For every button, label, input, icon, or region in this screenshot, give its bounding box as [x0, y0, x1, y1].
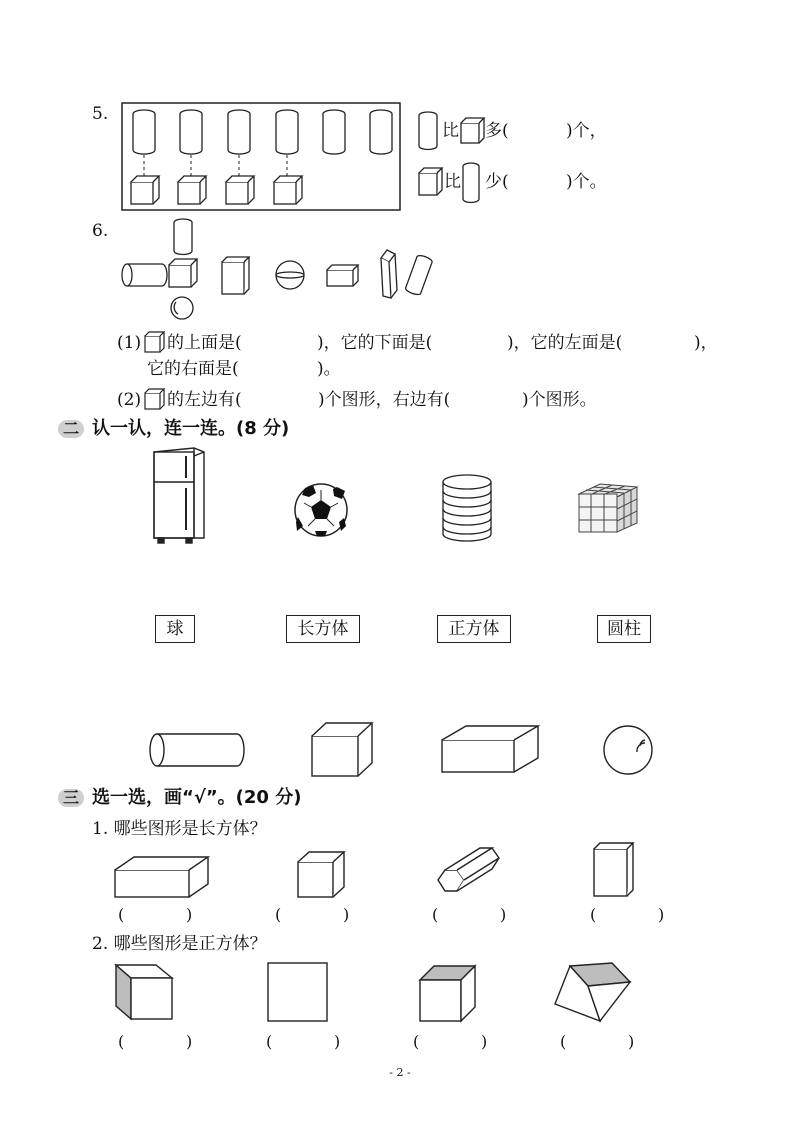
q5-line2-text3: )个。 [566, 172, 607, 192]
answer-paren-close: ) [186, 905, 193, 924]
answer-paren-open: ( [560, 1032, 567, 1051]
page-number: - 2 - [389, 1066, 411, 1079]
answer-paren-open: ( [118, 905, 125, 924]
q5-line1-text2: 多( [485, 121, 509, 141]
answer-paren-close: ) [334, 1032, 341, 1051]
answer-slot-q1-4[interactable] [597, 904, 655, 924]
label-sphere[interactable]: 球 [155, 615, 195, 643]
answer-paren-open: ( [432, 905, 439, 924]
rubiks-cube-icon [579, 484, 637, 532]
label-cuboid[interactable]: 长方体 [286, 615, 360, 643]
section3-q1: 1. 哪些图形是长方体？ [92, 819, 267, 839]
soccer-ball-icon [295, 484, 347, 536]
q5-line1-text3: )个， [566, 121, 607, 141]
answer-paren-close: ) [481, 1032, 488, 1051]
q5-line2-text2: 少( [485, 172, 509, 192]
answer-slot-q1-2[interactable] [282, 904, 340, 924]
tall-cuboid-shape [594, 843, 633, 896]
q6-sub1-a: 的上面是( [167, 333, 242, 353]
answer-paren-open: ( [275, 905, 282, 924]
cuboid-shape [115, 857, 208, 897]
q5-line1-text1: 比 [442, 121, 459, 141]
cube-shape [298, 852, 344, 897]
hexagonal-prism-shape [438, 848, 499, 891]
section2-title: 认一认，连一连。(8 分) [92, 418, 290, 439]
section3-badge: 三 [58, 789, 84, 807]
q5-number: 5. [92, 104, 109, 124]
cube-shape [312, 723, 372, 776]
q6-sub1-d: )， [694, 333, 718, 353]
answer-paren-open: ( [413, 1032, 420, 1051]
answer-paren-close: ) [658, 905, 665, 924]
answer-slot-q2-2[interactable] [273, 1031, 331, 1051]
refrigerator-icon [154, 448, 204, 543]
q6-sub2-b: )个图形，右边有( [318, 390, 451, 410]
section2-badge: 二 [58, 420, 84, 438]
q6-sub1-prefix: (1) [117, 333, 142, 353]
answer-slot-q1-3[interactable] [439, 904, 497, 924]
cylinder-shape [150, 734, 244, 766]
cuboid-shape [442, 726, 538, 772]
section3-title: 选一选，画“√”。(20 分) [92, 787, 302, 808]
cube-icon [145, 389, 164, 409]
cylinder-icon [133, 110, 392, 154]
answer-slot-q2-3[interactable] [420, 1031, 478, 1051]
cube-shape [116, 965, 172, 1019]
answer-paren-close: ) [500, 905, 507, 924]
q6-sub1-b: )，它的下面是( [317, 333, 433, 353]
rhombohedron-shape [555, 963, 630, 1021]
square-shape [268, 963, 327, 1021]
answer-paren-open: ( [590, 905, 597, 924]
q6-sub2-prefix: (2) [117, 390, 142, 410]
answer-paren-close: ) [343, 905, 350, 924]
sphere-shape [604, 726, 652, 774]
label-cube[interactable]: 正方体 [437, 615, 511, 643]
q6-sub1-c: )，它的左面是( [507, 333, 623, 353]
q6-sub2-a: 的左边有( [167, 390, 242, 410]
answer-paren-close: ) [628, 1032, 635, 1051]
coin-stack-icon [443, 475, 491, 541]
cube-icon [145, 332, 164, 352]
q6-sub2-c: )个图形。 [522, 390, 597, 410]
cube-shape [420, 966, 475, 1021]
answer-paren-open: ( [266, 1032, 273, 1051]
q6-sub1-line2-a: 它的右面是( [147, 359, 239, 379]
label-cylinder[interactable]: 圆柱 [597, 615, 651, 643]
answer-paren-close: ) [186, 1032, 193, 1051]
q6-number: 6. [92, 221, 109, 241]
answer-slot-q2-4[interactable] [567, 1031, 625, 1051]
answer-slot-q1-1[interactable] [125, 904, 183, 924]
cylinder-icon [174, 219, 192, 255]
section3-q2: 2. 哪些图形是正方体？ [92, 934, 267, 954]
answer-paren-open: ( [118, 1032, 125, 1051]
q6-sub1-line2-b: )。 [317, 359, 341, 379]
q5-line2-text1: 比 [444, 172, 461, 192]
answer-slot-q2-1[interactable] [125, 1031, 183, 1051]
